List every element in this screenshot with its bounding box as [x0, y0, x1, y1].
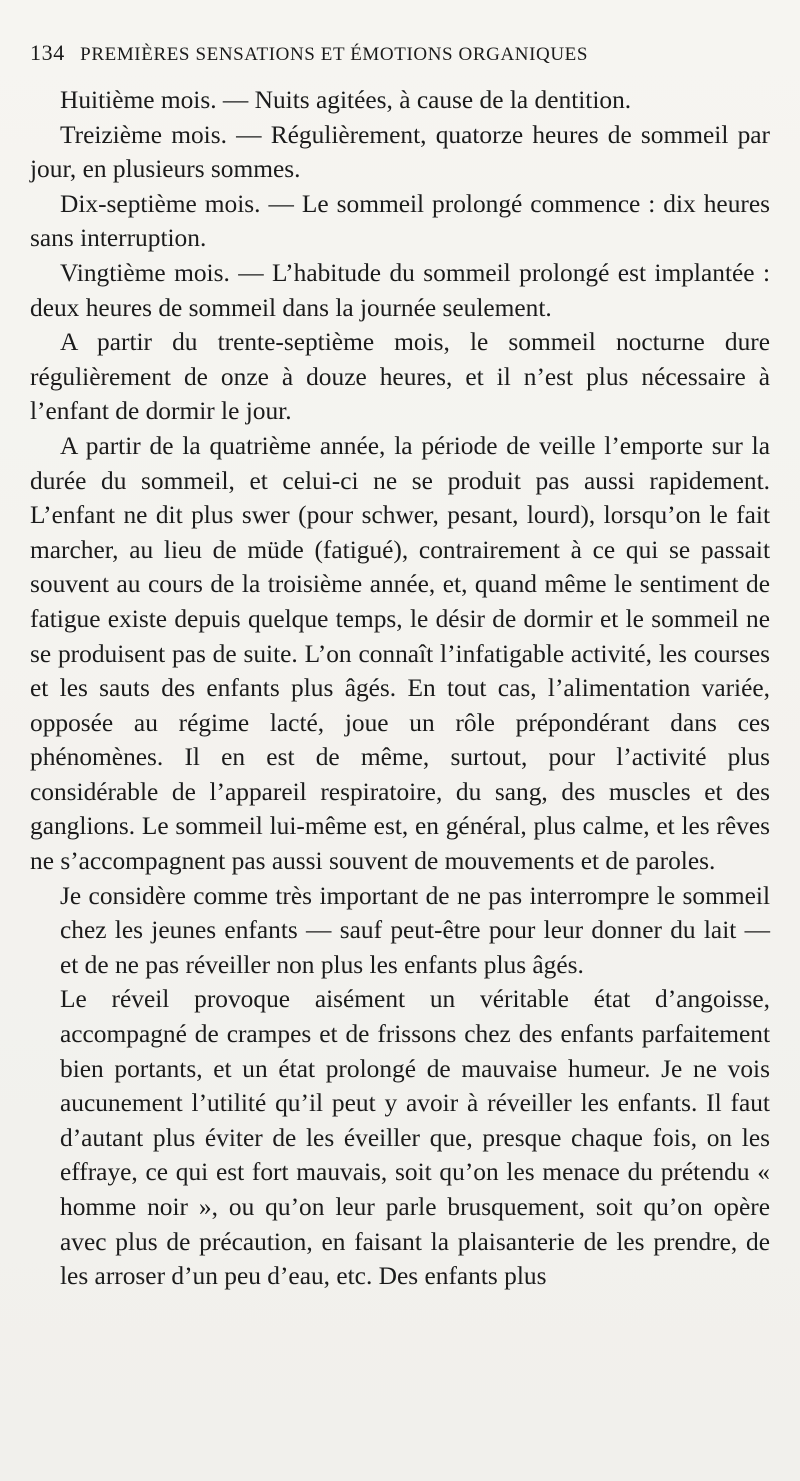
page-number: 134 — [30, 40, 65, 65]
paragraph-fourth-year: A partir de la quatrième année, la période de veille l’emporte sur la durée du sommeil, et celui-ci ne se produit pas aussi rapidement. L’enfant ne dit plus swer (pour schwer, pesant, lourd), lorsqu’on le fait marcher, au lieu de müde (fatigué), contrairement à ce qui se passait souvent au cours de la troisième année, et, quand même le sentiment de fatigue existe depuis quelque temps, le désir de dormir et le sommeil ne se produisent pas de suite. L’on connaît l’infatigable activité, les courses et les sauts des enfants plus âgés. En tout cas, l’alimentation variée, opposée au régime lacté, joue un rôle prépondérant dans ces phénomènes. Il en est de même, surtout, pour l’activité plus considérable de l’appareil respiratoire, du sang, des muscles et des ganglions. Le sommeil lui-même est, en général, plus calme, et les rêves ne s’accompagnent pas aussi souvent de mouvements et de paroles. — [30, 431, 770, 876]
paragraph-month-17: Dix-septième mois. — Le sommeil prolongé commence : dix heures sans interruption. — [30, 189, 770, 253]
paragraph-awakening: Le réveil provoque aisément un véritable état d’angoisse, accompagné de crampes et de frissons chez des enfants parfaitement bien portants, et un état prolongé de mauvaise humeur. Je ne vois aucunement l’utilité qu’il peut y avoir à réveiller les enfants. Il faut d’autant plus éviter de les éveiller que, presque chaque fois, on les effraye, ce qui est fort mauvais, soit qu’on les menace du prétendu « homme noir », ou qu’on leur parle brusquement, soit qu’on opère avec plus de précaution, en faisant la plaisanterie de les prendre, de les arroser d’un peu d’eau, etc. Des enfants plus — [60, 985, 770, 1291]
paragraph-month-37: A partir du trente-septième mois, le sommeil nocturne dure régulièrement de onze à douze heures, et il n’est plus nécessaire à l’enfant de dormir le jour. — [30, 328, 770, 426]
running-header — [30, 40, 770, 66]
running-title: PREMIÈRES SENSATIONS ET ÉMOTIONS ORGANIQUES — [80, 44, 589, 65]
paragraph-month-13: Treizième mois. — Régulièrement, quatorze heures de sommeil par jour, en plusieurs sommes. — [30, 120, 770, 184]
body-text — [30, 83, 770, 1294]
paragraph-month-20: Vingtième mois. — L’habitude du sommeil prolongé est implantée : deux heures de sommeil dans la journée seulement. — [30, 258, 770, 322]
paragraph-do-not-interrupt-sleep: Je considère comme très important de ne pas interrompre le sommeil chez les jeunes enfants — sauf peut-être pour leur donner du lait — et de ne pas réveiller non plus les enfants plus âgés. — [60, 881, 770, 979]
paragraph-month-8: Huitième mois. — Nuits agitées, à cause de la dentition. — [60, 86, 632, 114]
